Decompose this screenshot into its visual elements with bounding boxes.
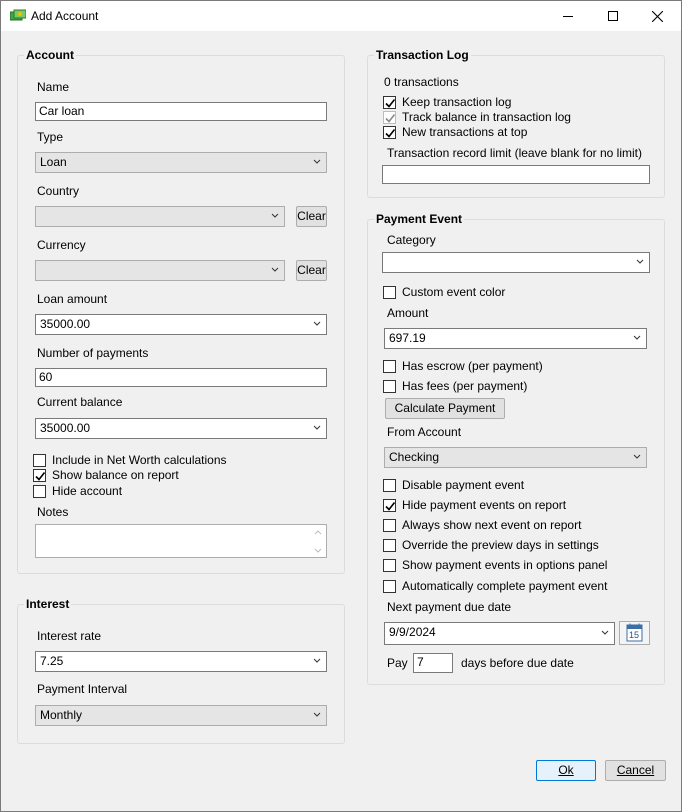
hide-account-checkbox[interactable]: [33, 484, 122, 498]
scroll-down-icon[interactable]: [314, 548, 322, 553]
transaction-count: 0 transactions: [384, 75, 459, 89]
new-at-top-checkbox[interactable]: [383, 125, 527, 139]
checkbox-box: [33, 454, 46, 467]
scroll-up-icon[interactable]: [314, 530, 322, 535]
hide-events-label: Hide payment events on report: [402, 498, 567, 512]
chevron-down-icon: [633, 454, 641, 460]
next-due-value: 9/9/2024: [389, 625, 436, 639]
currency-dropdown[interactable]: [35, 260, 285, 281]
category-label: Category: [387, 233, 436, 247]
checkbox-box: [383, 539, 396, 552]
chevron-down-icon: [313, 159, 321, 165]
show-panel-checkbox[interactable]: [383, 558, 607, 572]
auto-complete-checkbox[interactable]: [383, 579, 607, 593]
fees-checkbox[interactable]: [383, 379, 527, 393]
next-due-date-picker[interactable]: [384, 622, 615, 645]
checkbox-box: [383, 580, 396, 593]
cancel-button[interactable]: [605, 760, 666, 781]
checkbox-box: [33, 469, 46, 482]
ok-button-label: Ok: [558, 763, 574, 777]
checkbox-box: [383, 96, 396, 109]
auto-complete-label: Automatically complete payment event: [402, 579, 608, 593]
checkbox-box: [383, 479, 396, 492]
interest-rate-value: 7.25: [40, 654, 64, 668]
escrow-checkbox[interactable]: [383, 359, 543, 373]
always-show-label: Always show next event on report: [402, 518, 582, 532]
chevron-down-icon: [313, 712, 321, 718]
show-balance-label: Show balance on report: [52, 468, 179, 482]
notes-label: Notes: [37, 505, 69, 519]
override-preview-checkbox[interactable]: [383, 538, 599, 552]
disable-event-checkbox[interactable]: [383, 478, 524, 492]
checkbox-box: [383, 499, 396, 512]
include-networth-checkbox[interactable]: [33, 453, 227, 467]
from-account-dropdown[interactable]: [384, 447, 647, 468]
currency-label: Currency: [37, 238, 86, 252]
chevron-down-icon: [601, 630, 609, 636]
account-group-title: Account: [26, 48, 74, 62]
checkbox-box: [383, 559, 396, 572]
next-due-label: Next payment due date: [387, 600, 512, 614]
calculate-payment-button[interactable]: Calculate Payment: [385, 398, 505, 419]
payment-interval-dropdown[interactable]: [35, 705, 327, 726]
hide-account-label: Hide account: [52, 484, 123, 498]
chevron-down-icon: [271, 267, 279, 273]
pay-days-field[interactable]: 7: [413, 653, 453, 673]
checkmark-icon: [34, 470, 47, 483]
current-balance-label: Current balance: [37, 395, 123, 409]
show-balance-checkbox[interactable]: [33, 468, 179, 482]
maximize-button[interactable]: [590, 1, 635, 31]
record-limit-label: Transaction record limit (leave blank for no limit): [387, 146, 642, 160]
category-dropdown[interactable]: [382, 252, 650, 273]
clear-currency-button[interactable]: Clear: [296, 260, 327, 281]
new-at-top-label: New transactions at top: [402, 125, 528, 139]
chevron-down-icon: [313, 425, 321, 431]
country-label: Country: [37, 184, 80, 198]
window-title: Add Account: [31, 9, 99, 23]
from-account-value: Checking: [389, 450, 440, 464]
current-balance-value: 35000.00: [40, 421, 91, 435]
checkbox-box: [383, 360, 396, 373]
loan-amount-value: 35000.00: [40, 317, 91, 331]
type-dropdown[interactable]: [35, 152, 327, 173]
from-account-label: From Account: [387, 425, 462, 439]
amount-field[interactable]: [384, 328, 647, 349]
checkbox-box: [383, 126, 396, 139]
minimize-icon: [563, 11, 573, 21]
payment-interval-value: Monthly: [40, 708, 83, 722]
money-icon: [10, 9, 26, 23]
track-balance-checkbox[interactable]: [383, 110, 571, 124]
clear-country-button[interactable]: Clear: [296, 206, 327, 227]
payment-event-group-title: Payment Event: [376, 212, 463, 226]
close-button[interactable]: [635, 1, 680, 31]
close-icon: [652, 11, 663, 22]
custom-color-label: Custom event color: [402, 285, 506, 299]
days-before-label: days before due date: [461, 656, 574, 670]
chevron-down-icon: [271, 213, 279, 219]
keep-log-checkbox[interactable]: [383, 95, 511, 109]
type-label: Type: [37, 130, 64, 144]
transaction-log-group-title: Transaction Log: [376, 48, 469, 62]
track-balance-label: Track balance in transaction log: [402, 110, 571, 124]
include-networth-label: Include in Net Worth calculations: [52, 453, 227, 467]
checkbox-box: [383, 380, 396, 393]
amount-label: Amount: [387, 306, 429, 320]
chevron-down-icon: [313, 321, 321, 327]
country-dropdown[interactable]: [35, 206, 285, 227]
checkmark-icon: [384, 97, 397, 110]
interest-group-title: Interest: [26, 597, 70, 611]
keep-log-label: Keep transaction log: [402, 95, 512, 109]
cancel-button-label: Cancel: [616, 763, 655, 777]
escrow-label: Has escrow (per payment): [402, 359, 543, 373]
amount-value: 697.19: [389, 331, 426, 345]
checkmark-icon: [384, 127, 397, 140]
hide-events-checkbox[interactable]: [383, 498, 566, 512]
maximize-icon: [608, 11, 618, 21]
fees-label: Has fees (per payment): [402, 379, 528, 393]
checkmark-icon: [384, 500, 397, 513]
interest-rate-label: Interest rate: [37, 629, 102, 643]
always-show-checkbox[interactable]: [383, 518, 581, 532]
override-preview-label: Override the preview days in settings: [402, 538, 599, 552]
record-limit-field[interactable]: [382, 165, 650, 184]
name-label: Name: [37, 80, 70, 94]
loan-amount-field[interactable]: [35, 314, 327, 335]
minimize-button[interactable]: [545, 1, 590, 31]
chevron-down-icon: [633, 335, 641, 341]
current-balance-field[interactable]: [35, 418, 327, 439]
calendar-day-number: 15: [629, 630, 640, 640]
calendar-button[interactable]: [619, 621, 650, 645]
checkmark-icon: [384, 112, 397, 125]
chevron-down-icon: [313, 658, 321, 664]
payment-interval-label: Payment Interval: [37, 682, 128, 696]
ok-button[interactable]: [536, 760, 596, 781]
name-field[interactable]: Car loan: [35, 102, 327, 121]
disable-event-label: Disable payment event: [402, 478, 525, 492]
checkbox-box: [383, 519, 396, 532]
chevron-down-icon: [636, 259, 644, 265]
title-bar[interactable]: [1, 1, 681, 31]
num-payments-field[interactable]: 60: [35, 368, 327, 387]
show-panel-label: Show payment events in options panel: [402, 558, 608, 572]
num-payments-label: Number of payments: [37, 346, 149, 360]
pay-label: Pay: [387, 656, 408, 670]
type-dropdown-value: Loan: [40, 155, 67, 169]
checkbox-box: [383, 286, 396, 299]
notes-textarea[interactable]: [35, 524, 327, 558]
loan-amount-label: Loan amount: [37, 292, 108, 306]
interest-rate-field[interactable]: [35, 651, 327, 672]
checkbox-box: [383, 111, 396, 124]
checkbox-box: [33, 485, 46, 498]
custom-color-checkbox[interactable]: [383, 285, 505, 299]
